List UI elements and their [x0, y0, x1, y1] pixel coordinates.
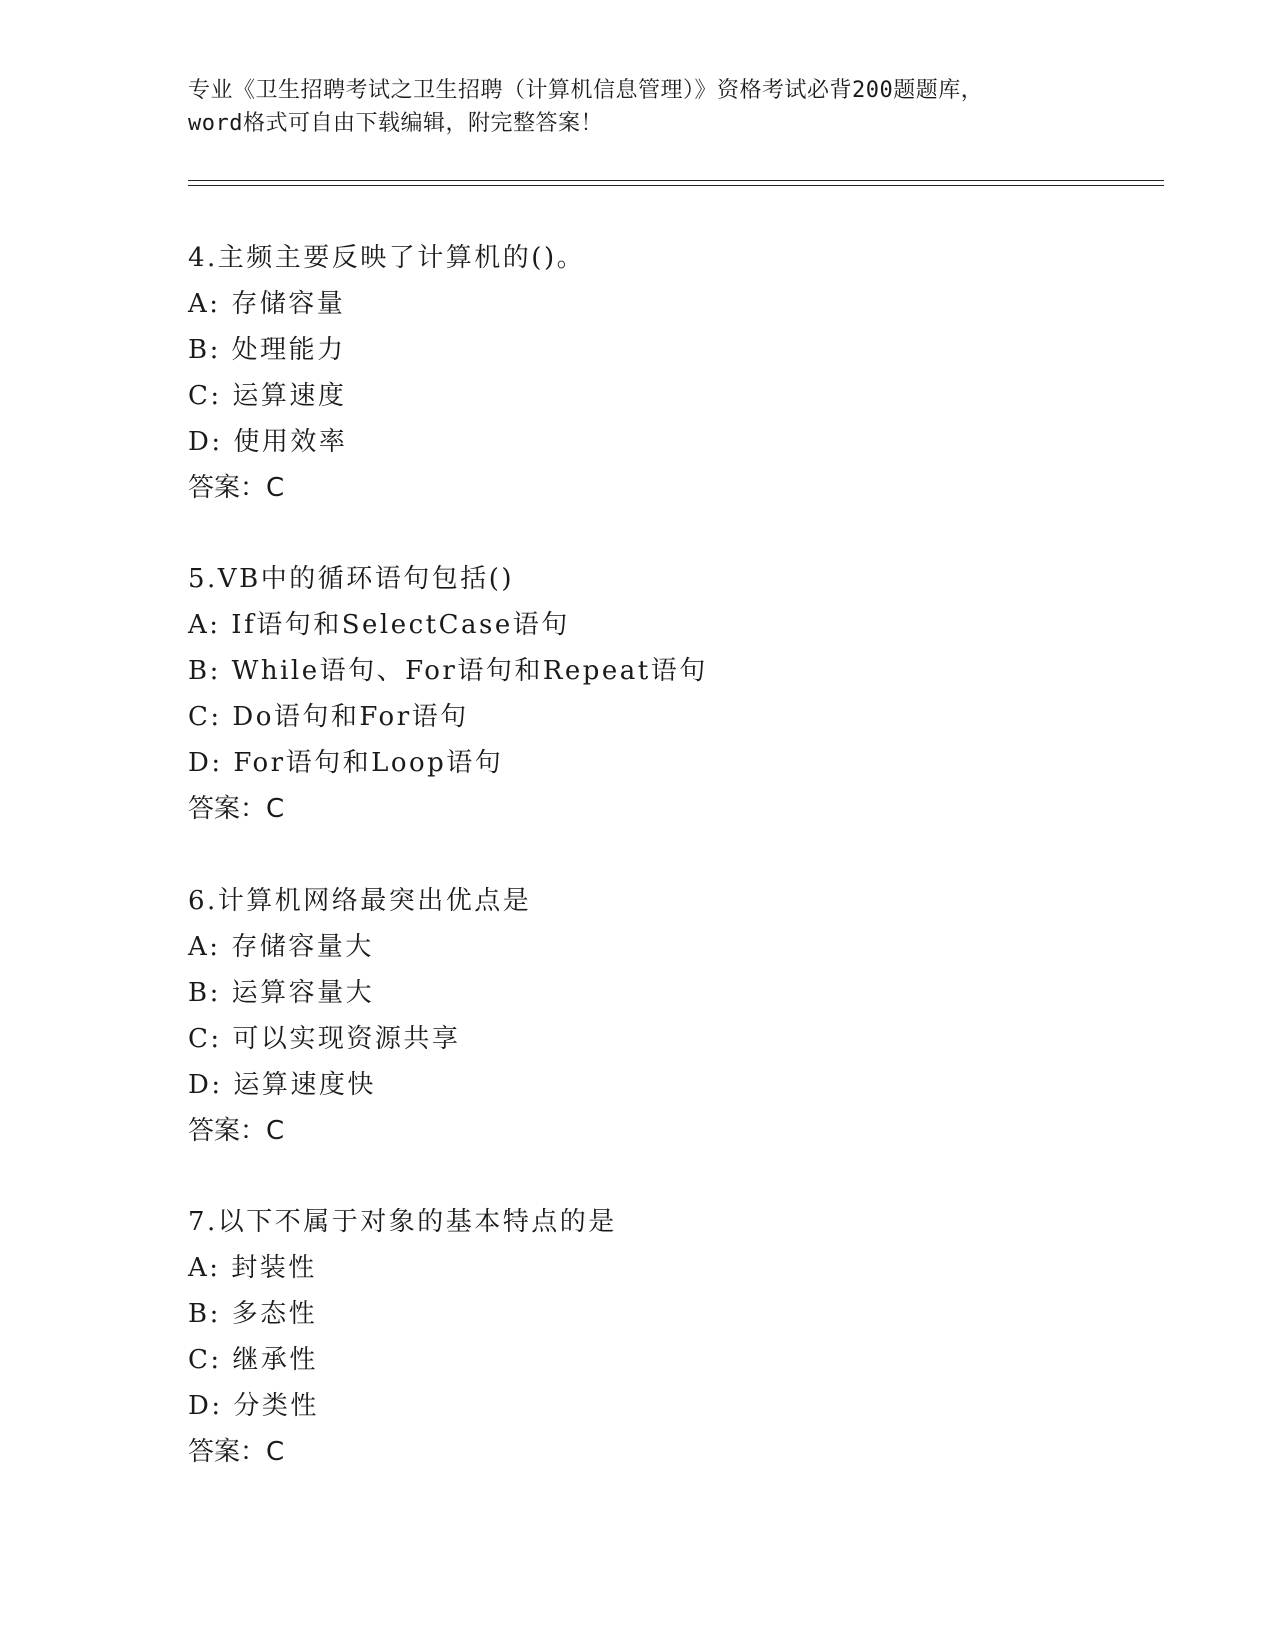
option-d: D: 使用效率 [188, 427, 348, 457]
option-a: A: 存储容量 [188, 289, 346, 319]
option-c: C: 可以实现资源共享 [188, 1024, 461, 1054]
option-c: C: 继承性 [188, 1345, 318, 1375]
option-d: D: 分类性 [188, 1391, 319, 1421]
option-a: A: 存储容量大 [188, 932, 374, 962]
answer-line: 答案：C [188, 1437, 285, 1467]
header-line-1: 专业《卫生招聘考试之卫生招聘（计算机信息管理）》资格考试必背200题题库， [188, 78, 984, 103]
header-divider-bottom [188, 185, 1164, 186]
option-b: B: 运算容量大 [188, 978, 375, 1008]
option-c: C: Do语句和For语句 [188, 702, 469, 732]
header-line-2: word格式可自由下载编辑，附完整答案！ [188, 111, 603, 136]
question-block [188, 878, 1168, 1154]
question-block [188, 235, 1168, 511]
question-block [188, 1199, 1168, 1475]
option-d: D: 运算速度快 [188, 1070, 376, 1100]
question-block [188, 556, 1168, 832]
answer-line: 答案：C [188, 1116, 285, 1146]
question-stem: 5.VB中的循环语句包括() [188, 564, 514, 594]
option-b: B: 处理能力 [188, 335, 346, 365]
option-b: B: 多态性 [188, 1299, 318, 1329]
option-b: B: While语句、For语句和Repeat语句 [188, 656, 708, 686]
question-stem: 4.主频主要反映了计算机的()。 [188, 243, 586, 273]
question-stem: 7.以下不属于对象的基本特点的是 [188, 1207, 617, 1237]
option-d: D: For语句和Loop语句 [188, 748, 504, 778]
header-divider-top [188, 180, 1164, 181]
option-c: C: 运算速度 [188, 381, 347, 411]
question-stem: 6.计算机网络最突出优点是 [188, 886, 532, 916]
option-a: A: If语句和SelectCase语句 [188, 610, 570, 640]
answer-line: 答案：C [188, 473, 285, 503]
answer-line: 答案：C [188, 794, 285, 824]
document-header [188, 74, 1088, 140]
option-a: A: 封装性 [188, 1253, 317, 1283]
